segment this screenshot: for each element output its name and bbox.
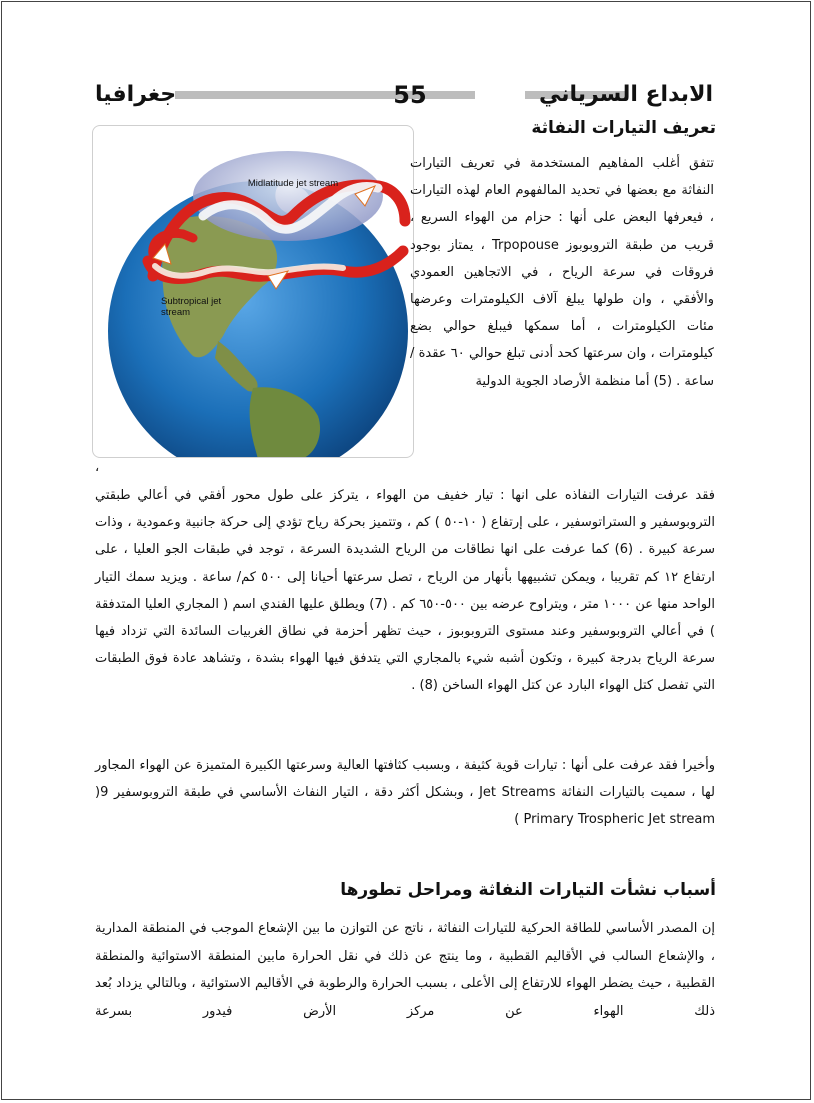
page-header xyxy=(95,80,713,110)
page-number: 55 xyxy=(393,81,427,109)
globe-illustration xyxy=(93,126,414,458)
section1-paragraph2: فقد عرفت التيارات النفاذه على انها : تيار خفيف من الهواء ، يتركز على طول محور أفقي في أعالي طبقتي التروبوسفير و الستراتوسفير ، على إرتفاع ( ١٠-٥٠ ) كم ، وتتميز بحركة رياح تؤدي إلى حركة جانبية وعمودية ، وذات سرعة كبيرة . (6) كما عرفت على انها نطاقات من الرياح الشديدة السرعة ، توجد في طبقات الجو العليا ، على ارتفاع ١٢ كم تقريبا ، ويمكن تشبيهها بأنهار من الرياح ، تصل سرعتها أحيانا إلى ٥٠٠ كم/ ساعة . ويزيد سمك التيار الواحد منها عن ١٠٠٠ متر ، ويتراوح عرضه بين ٥٠٠-٦٥٠ كم . (7) ويطلق عليها الفندي اسم ( المجاري العليا المتدفقة ) في أعالي التروبوسفير وعند مستوى التروبوبوز ، حيث تظهر أحزمة في نطاق الغربيات السائدة التي تزداد فيها سرعة الرياح بدرجة كبيرة ، وتكون أشبه شيء بالمجاري التي يتدفق فيها الهواء بشدة ، وتشاهد عادة فوق الطبقات التي تفصل كتل الهواء البارد عن كتل الهواء الساخن (8) . xyxy=(95,488,716,694)
section2-paragraph1: إن المصدر الأساسي للطاقة الحركية للتيارات النفاثة ، ناتج عن التوازن ما بين الإشعاع الموجب في المنطقة المدارية ، والإشعاع السالب في الأقاليم القطبية ، وما ينتج عن ذلك في نقل الحرارة مابين المنطقة الاستوائية والمنطقة القطبية ، حيث يضطر الهواء للارتفاع إلى الأعلى ، بسبب الحرارة والرطوبة في الأقاليم الاستوائية ، وبالتالي يزداد بُعد ذلك الهواء عن مركز الأرض فيدور بسرعة xyxy=(95,921,715,1019)
section1-paragraph1: تتفق أغلب المفاهيم المستخدمة في تعريف التيارات النفاثة مع بعضها في تحديد المالفهوم العام لهذه التيارات ، فيعرفها البعض على أنها : حزام من الهواء السريع ، قريب من طبقة التروبوبوز Trpopouse ، يمتاز بوجود فروقات في سرعة الرياح ، في الاتجاهين العمودي والأفقي ، وان طولها يبلغ آلاف الكيلومترات وعرضها مئات الكيلومترات ، أما سمكها فيبلغ حوالي بضع كيلومترات ، وان سرعتها كحد أدنى تبلغ حوالي ٦٠ عقدة / ساعة . (5) أما منظمة الأرصاد الجوية الدولية xyxy=(410,156,715,389)
section-name: جغرافيا xyxy=(95,82,177,107)
jet-stream-globe-figure xyxy=(92,125,414,458)
midlatitude-jet-label: Midlatitude jet stream xyxy=(247,178,339,189)
section1-paragraph3: وأخيرا فقد عرفت على أنها : تيارات قوية كثيفة ، وبسبب كثافتها العالية وسرعتها الكبيرة المتميزة عن الهواء المجاور لها ، سميت بالتيارات النفاثة Jet Streams ، وبشكل أكثر دقة ، التيار النفاث الأساسي في طبقة التروبوسفير 9( Primary Trospheric Jet stream ) xyxy=(95,758,715,828)
subtropical-jet-label: Subtropical jet stream xyxy=(161,296,222,318)
magazine-title: الابداع السرياني xyxy=(538,82,713,107)
section1-title: تعريف التيارات النفاثة xyxy=(531,118,716,138)
stray-comma: ، xyxy=(95,460,100,475)
header-rule-left xyxy=(175,91,475,99)
section2-title: أسباب نشأت التيارات النفاثة ومراحل تطورها xyxy=(340,880,716,900)
